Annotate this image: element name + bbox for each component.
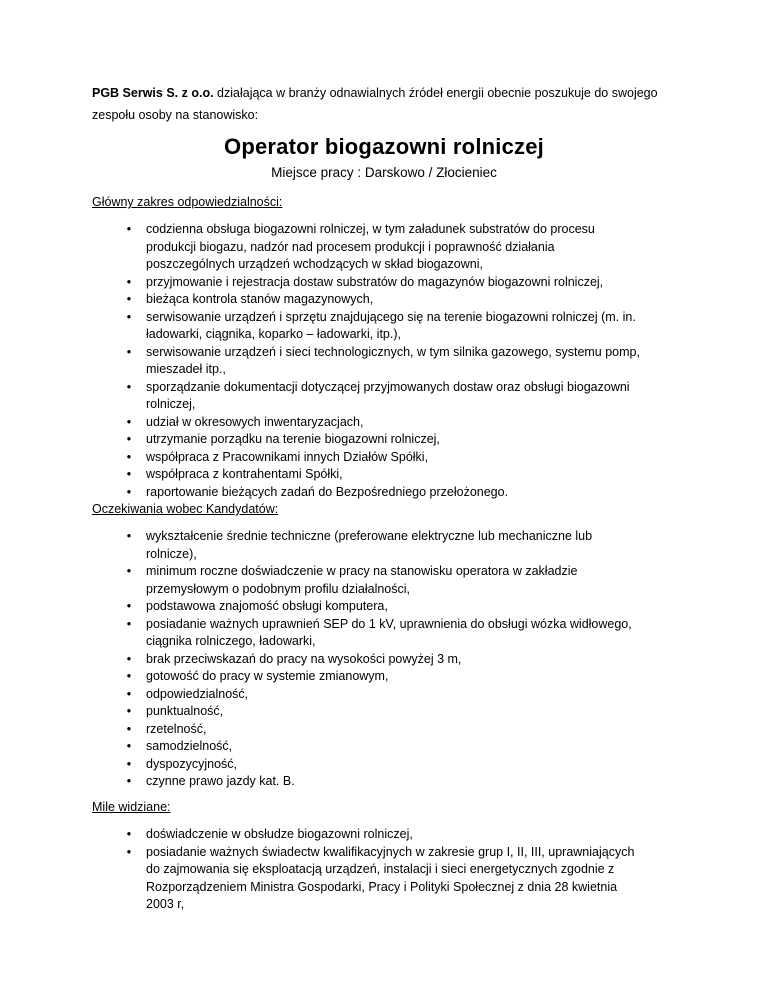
list-item-text: przyjmowanie i rejestracja dostaw substratów do magazynów biogazowni rolniczej,	[146, 274, 604, 289]
list-item-text: codzienna obsługa biogazowni rolniczej, w tym załadunek substratów do procesu produkcji biogazu, nadzór nad procesem produkcji i poprawność działania poszczególnych urządzeń wchodzących w skład biogazowni,	[146, 222, 595, 271]
list-item	[126, 466, 646, 484]
list-item	[126, 721, 646, 739]
list-item-text: rzetelność,	[146, 721, 207, 736]
list-item	[126, 379, 646, 414]
list-item-text: brak przeciwskazań do pracy na wysokości powyżej 3 m,	[146, 651, 462, 666]
job-location: Miejsce pracy : Darskowo / Złocieniec	[271, 165, 497, 180]
bullet-icon: •	[126, 616, 132, 631]
list-item	[126, 668, 646, 686]
list-item-text: współpraca z kontrahentami Spółki,	[146, 467, 343, 481]
list-item-text: samodzielność,	[146, 739, 233, 753]
list-item	[126, 703, 646, 721]
list-item	[126, 449, 646, 467]
list-item-text: odpowiedzialność,	[146, 686, 249, 701]
list-item	[126, 309, 646, 344]
company-name: PGB Serwis S. z o.o.	[92, 86, 214, 100]
list-item	[126, 344, 646, 379]
bullet-icon: •	[126, 827, 132, 841]
list-item-text: współpraca z Pracownikami innych Działów Spółki,	[146, 449, 429, 464]
list-item-text: punktualność,	[146, 704, 224, 718]
expectations-list	[126, 528, 646, 791]
bullet-icon: •	[126, 432, 132, 446]
bullet-icon: •	[126, 686, 132, 701]
list-item	[126, 414, 646, 432]
list-item	[126, 773, 646, 791]
list-item-text: wykształcenie średnie techniczne (preferowane elektryczne lub mechaniczne lub rolnicze),	[146, 529, 593, 561]
bullet-icon: •	[126, 529, 132, 543]
bullet-icon: •	[126, 774, 132, 788]
list-item-text: sporządzanie dokumentacji dotyczącej przyjmowanych dostaw oraz obsługi biogazowni rolniczej,	[146, 379, 630, 411]
responsibilities-list	[126, 221, 646, 501]
expectations-heading: Oczekiwania wobec Kandydatów:	[92, 502, 279, 516]
bullet-icon: •	[126, 222, 132, 236]
bullet-icon: •	[126, 756, 132, 771]
bullet-icon: •	[126, 467, 132, 481]
bullet-icon: •	[126, 379, 132, 394]
list-item-text: udział w okresowych inwentaryzacjach,	[146, 414, 364, 429]
bullet-icon: •	[126, 651, 132, 666]
nice-to-have-heading: Mile widziane:	[92, 800, 171, 814]
list-item-text: bieżąca kontrola stanów magazynowych,	[146, 292, 374, 306]
list-item-text: raportowanie bieżących zadań do Bezpośredniego przełożonego.	[146, 484, 509, 499]
list-item	[126, 756, 646, 774]
bullet-icon: •	[126, 274, 132, 289]
list-item	[126, 274, 646, 292]
list-item	[126, 651, 646, 669]
list-item	[126, 598, 646, 616]
list-item	[126, 528, 646, 563]
list-item-text: utrzymanie porządku na terenie biogazowni rolniczej,	[146, 432, 440, 446]
list-item-text: serwisowanie urządzeń i sieci technologicznych, w tym silnika gazowego, systemu pomp, mieszadeł itp.,	[146, 344, 640, 376]
list-item-text: serwisowanie urządzeń i sprzętu znajdującego się na terenie biogazowni rolniczej (m. in. ładowarki, ciągnika, koparko – ładowarki, itp.),	[146, 309, 636, 341]
bullet-icon: •	[126, 449, 132, 464]
list-item-text: podstawowa znajomość obsługi komputera,	[146, 599, 388, 613]
bullet-icon: •	[126, 414, 132, 429]
bullet-icon: •	[126, 669, 132, 683]
responsibilities-heading: Główny zakres odpowiedzialności:	[92, 195, 283, 209]
list-item	[126, 616, 646, 651]
bullet-icon: •	[126, 739, 132, 753]
bullet-icon: •	[126, 599, 132, 613]
list-item-text: minimum roczne doświadczenie w pracy na stanowisku operatora w zakładzie przemysłowym o podobnym profilu działalności,	[146, 564, 578, 596]
bullet-icon: •	[126, 844, 132, 859]
bullet-icon: •	[126, 721, 132, 736]
bullet-icon: •	[126, 292, 132, 306]
list-item	[126, 221, 646, 274]
list-item-text: posiadanie ważnych świadectw kwalifikacyjnych w zakresie grup I, II, III, uprawniających do zajmowania się eksploatacją urządzeń, instalacji i sieci energetycznych zgodnie z Rozporządzeniem Ministra Gospodarki, Pracy i Polityki Społecznej z dnia 28 kwietnia 2003 r,	[146, 844, 635, 911]
intro-text: działająca w branży odnawialnych źródeł energii obecnie poszukuje do swojego zespołu osoby na stanowisko:	[92, 86, 658, 122]
bullet-icon: •	[126, 309, 132, 324]
bullet-icon: •	[126, 344, 132, 359]
bullet-icon: •	[126, 704, 132, 718]
job-title: Operator biogazowni rolniczej	[224, 134, 544, 159]
list-item	[126, 291, 646, 309]
bullet-icon: •	[126, 484, 132, 499]
list-item-text: czynne prawo jazdy kat. B.	[146, 774, 295, 788]
list-item-text: gotowość do pracy w systemie zmianowym,	[146, 669, 389, 683]
intro-paragraph	[92, 82, 692, 126]
list-item	[126, 431, 646, 449]
list-item	[126, 826, 646, 844]
list-item	[126, 844, 646, 914]
list-item	[126, 738, 646, 756]
list-item-text: doświadczenie w obsłudze biogazowni rolniczej,	[146, 827, 413, 841]
list-item-text: posiadanie ważnych uprawnień SEP do 1 kV, uprawnienia do obsługi wózka widłowego, ciągnika rolniczego, ładowarki,	[146, 616, 632, 648]
list-item	[126, 686, 646, 704]
list-item	[126, 563, 646, 598]
list-item-text: dyspozycyjność,	[146, 756, 238, 771]
nice-to-have-list	[126, 826, 646, 914]
list-item	[126, 484, 646, 502]
bullet-icon: •	[126, 564, 132, 578]
